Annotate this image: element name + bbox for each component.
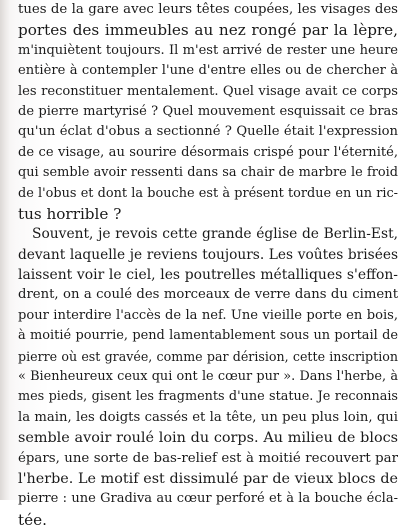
text-line: qui semble avoir ressenti dans sa chair de marbre le froid <box>18 165 398 181</box>
text-line: devant laquelle je reviens toujours. Les voûtes brisées <box>18 246 398 263</box>
text-line: l'herbe. Le motif est dissimulé par de vieux blocs de <box>18 470 398 487</box>
text-line: pierre où est gravée, comme par dérision, cette inscription <box>18 348 398 364</box>
text-line: les reconstituer mentalement. Quel visage avait ce corps <box>18 83 398 99</box>
text-line: à moitié pourrie, pend lamentablement sous un portail de <box>18 328 398 344</box>
text-line: semble avoir roulé loin du corps. Au milieu de blocs <box>18 430 398 447</box>
text-line: laissent voir le ciel, les poutrelles métalliques s'effon- <box>18 267 398 284</box>
text-line: drent, on a coulé des morceaux de verre dans du ciment <box>18 287 398 303</box>
page-spine-shadow <box>0 0 10 500</box>
text-line: Souvent, je revois cette grande église de Berlin-Est, <box>32 226 398 243</box>
text-line: tée. <box>18 510 47 529</box>
text-line: de l'obus et dont la bouche est à présent tordue en un ric- <box>18 185 398 201</box>
text-line: « Bienheureux ceux qui ont le cœur pur ». Dans l'herbe, à <box>18 369 398 385</box>
text-line: qu'un éclat d'obus a sectionné ? Quelle était l'expression <box>18 124 398 140</box>
text-line: épars, une sorte de bas-relief est à moitié recouvert par <box>18 450 398 466</box>
text-line: pierre : une Gradiva au cœur perforé et à la bouche écla- <box>18 491 398 507</box>
body-text <box>18 0 398 530</box>
paragraph-1 <box>18 0 398 224</box>
text-line: mes pieds, gisent les fragments d'une statue. Je reconnais <box>18 389 398 405</box>
text-line: pour interdire l'accès de la nef. Une vieille porte en bois, <box>18 307 398 323</box>
text-line: entière à contempler l'une d'entre elles ou de chercher à <box>18 63 398 79</box>
text-line: m'inquiètent toujours. Il m'est arrivé de rester une heure <box>18 42 398 58</box>
text-line: de pierre martyrisé ? Quel mouvement esquissait ce bras <box>18 103 398 119</box>
text-line: tues de la gare avec leurs têtes coupées, les visages des <box>18 2 398 17</box>
text-line: portes des immeubles au nez rongé par la lèpre, <box>18 21 398 40</box>
text-line: de ce visage, au sourire désormais crispé pour l'éternité, <box>18 144 398 160</box>
text-line: la main, les doigts cassés et la tête, un peu plus loin, qui <box>18 409 398 425</box>
text-line: tus horrible ? <box>18 204 122 223</box>
paragraph-2 <box>18 224 398 530</box>
